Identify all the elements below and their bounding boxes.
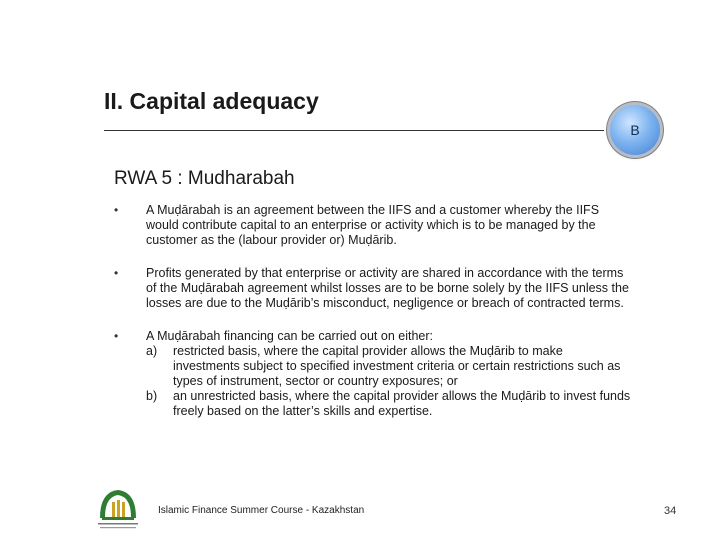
sub-list-text: restricted basis, where the capital provider allows the Muḍārib to make investments subject to specified investment criteria or certain restrictions such as types of instrument, sector or country exposures; or xyxy=(173,344,621,388)
bullet-text: Profits generated by that enterprise or activity are shared in accordance with the terms of the Muḍārabah agreement whilst losses are to be borne solely by the IIFS unless the losses are due to the Muḍārib’s misconduct, negligence or breach of contracted terms. xyxy=(146,266,629,310)
footer-text: Islamic Finance Summer Course - Kazakhstan xyxy=(158,505,365,516)
sub-list-mark: a) xyxy=(146,344,158,358)
title-divider xyxy=(104,130,604,131)
sub-list-mark: b) xyxy=(146,389,158,403)
bullet-mark: • xyxy=(114,203,119,217)
sub-list xyxy=(146,344,632,419)
sub-list-text: an unrestricted basis, where the capital provider allows the Muḍārib to invest funds freely based on the latter’s skills and expertise. xyxy=(173,389,631,418)
bullet-item xyxy=(112,266,632,311)
islamic-finance-institution-logo-icon xyxy=(90,484,146,532)
bullet-text: A Muḍārabah is an agreement between the IIFS and a customer whereby the IIFS would contribute capital to an enterprise or activity which is to be managed by the customer as the (labour provider or) Muḍārib. xyxy=(146,203,600,247)
bullet-text: A Muḍārabah financing can be carried out on either: xyxy=(146,329,433,343)
bullet-mark: • xyxy=(114,266,119,280)
slide-subtitle: RWA 5 : Mudharabah xyxy=(114,168,295,189)
section-badge xyxy=(610,105,660,155)
bullet-item xyxy=(112,203,632,248)
sub-list-item xyxy=(146,389,632,419)
bullet-mark: • xyxy=(114,329,119,343)
sub-list-item xyxy=(146,344,632,389)
bullet-item xyxy=(112,329,632,419)
page-number: 34 xyxy=(664,505,677,517)
section-badge-label: B xyxy=(630,122,640,138)
bullet-list xyxy=(112,203,632,437)
slide-title: II. Capital adequacy xyxy=(104,88,319,114)
